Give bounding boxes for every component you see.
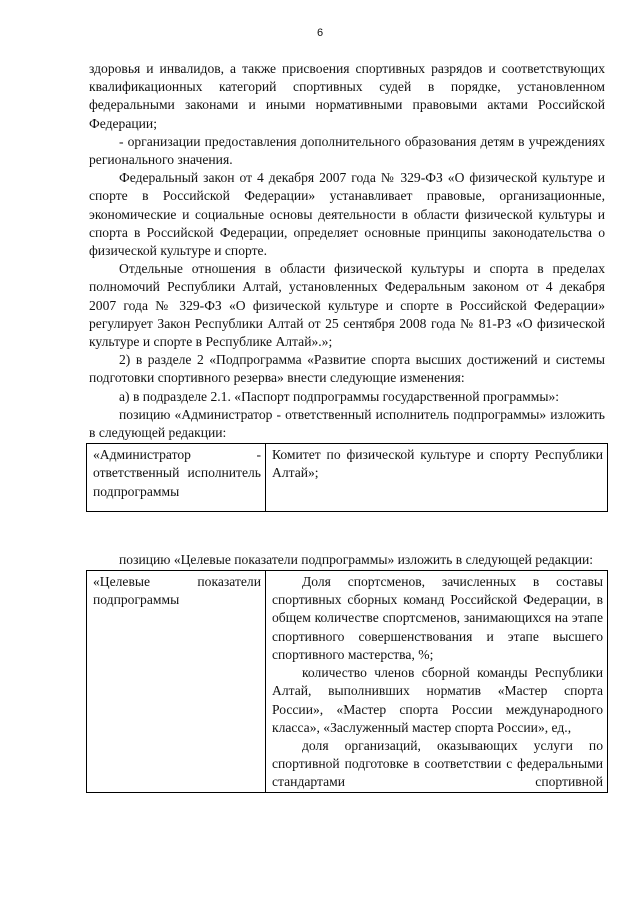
cell-paragraph: Доля спортсменов, зачисленных в составы спортивных сборных команд Российской Федерации, в общем количестве спортсменов, занимающихся на этапе спортивного совершенствования и этапе высшего спортивного мастерства, %;: [272, 574, 603, 662]
table-row: [87, 444, 608, 512]
paragraph: Отдельные отношения в области физической культуры и спорта в пределах полномочий Республики Алтай, установленных Федеральным законом от 4 декабря 2007 года № 329-ФЗ «О физической культуре и спорте в Российской Федерации» регулирует Закон Республики Алтай от 25 сентября 2008 года № 81-РЗ «О физической культуре и спорте в Республике Алтай».»;: [89, 261, 605, 350]
paragraph: здоровья и инвалидов, а также присвоения спортивных разрядов и соответствующих квалификационных категорий спортивных судей в порядке, установленном федеральными законами и иными нормативными правовыми актами Российской Федерации;: [89, 61, 605, 131]
cell-text: «Целевые показатели подпрограммы: [93, 574, 261, 608]
document-body: [89, 60, 605, 793]
paragraph: позицию «Целевые показатели подпрограммы» изложить в следующей редакции:: [119, 551, 594, 567]
table-cell-value: [266, 571, 608, 792]
paragraph: - организации предоставления дополнительного образования детям в учреждениях регионального значения.: [89, 133, 605, 168]
page-number: 6: [316, 27, 324, 39]
cell-text: Комитет по физической культуре и спорту Республики Алтай»;: [272, 447, 603, 481]
paragraph: а) в подразделе 2.1. «Паспорт подпрограммы государственной программы»:: [119, 388, 560, 404]
paragraph: 2) в разделе 2 «Подпрограмма «Развитие спорта высших достижений и системы подготовки спортивного резерва» внести следующие изменения:: [89, 352, 605, 386]
table-cell-value: [266, 444, 608, 512]
target-indicators-table: [86, 570, 608, 792]
table-cell-label: [87, 571, 266, 792]
cell-paragraph: доля организаций, оказывающих услуги по спортивной подготовке в соответствии с федеральными стандартами спортивной: [272, 737, 603, 790]
table-row: [87, 571, 608, 792]
table-cell-label: [87, 444, 266, 512]
administrator-table: [86, 443, 608, 512]
cell-text: «Администратор - ответственный исполнитель подпрограммы: [93, 447, 261, 499]
cell-paragraph: количество членов сборной команды Республики Алтай, выполнивших норматив «Мастер спорта России», «Мастер спорта России международного класса», «Заслуженный мастер спорта России», ед.,: [272, 665, 603, 735]
paragraph: Федеральный закон от 4 декабря 2007 года № 329-ФЗ «О физической культуре и спорте в Российской Федерации» устанавливает правовые, организационные, экономические и социальные основы деятельности в области физической культуры и спорта в Российской Федерации, определяет основные принципы законодательства о физической культуре и спорте.: [89, 170, 605, 259]
paragraph: позицию «Администратор - ответственный исполнитель подпрограммы» изложить в следующей редакции:: [89, 406, 605, 441]
